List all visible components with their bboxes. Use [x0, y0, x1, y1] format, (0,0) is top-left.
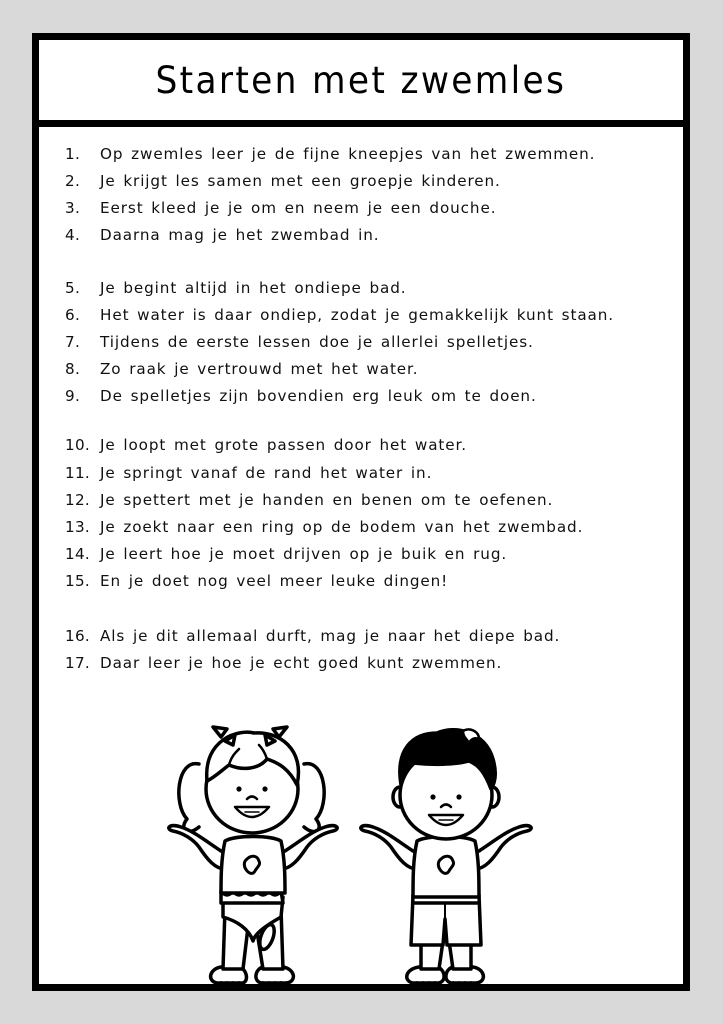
item-text: Je springt vanaf de rand het water in. — [100, 464, 433, 482]
boy-figure-icon — [351, 719, 536, 994]
item-text: Eerst kleed je je om en neem je een douche. — [100, 199, 497, 217]
item-number: 5. — [65, 279, 81, 297]
list-item — [65, 624, 560, 648]
list-item — [65, 303, 614, 327]
item-text: Je begint altijd in het ondiepe bad. — [100, 279, 407, 297]
title-bar — [39, 40, 683, 127]
item-text: Daar leer je hoe je echt goed kunt zwemmen. — [100, 654, 503, 672]
item-text: Je loopt met grote passen door het water. — [100, 436, 467, 454]
item-text: Je zoekt naar een ring op de bodem van het zwembad. — [100, 518, 584, 536]
list-item — [65, 330, 534, 354]
page-title: Starten met zwemles — [155, 58, 567, 102]
list-item — [65, 357, 419, 381]
item-number: 6. — [65, 306, 81, 324]
girl-figure-icon — [159, 719, 344, 994]
list-item — [65, 223, 379, 247]
item-text: Zo raak je vertrouwd met het water. — [100, 360, 419, 378]
item-number: 11. — [65, 464, 91, 482]
worksheet-frame — [32, 33, 690, 991]
item-number: 10. — [65, 436, 91, 454]
list-item — [65, 461, 432, 485]
list-item — [65, 196, 496, 220]
item-number: 9. — [65, 387, 81, 405]
list-item — [65, 488, 553, 512]
item-number: 8. — [65, 360, 81, 378]
item-number: 15. — [65, 572, 91, 590]
item-number: 14. — [65, 545, 91, 563]
item-number: 17. — [65, 654, 91, 672]
item-text: En je doet nog veel meer leuke dingen! — [100, 572, 449, 590]
item-text: Op zwemles leer je de fijne kneepjes van het zwemmen. — [100, 145, 596, 163]
item-text: Je krijgt les samen met een groepje kinderen. — [100, 172, 501, 190]
item-number: 1. — [65, 145, 81, 163]
item-text: Je spettert met je handen en benen om te oefenen. — [100, 491, 554, 509]
item-number: 13. — [65, 518, 91, 536]
item-text: Je leert hoe je moet drijven op je buik en rug. — [100, 545, 508, 563]
item-number: 16. — [65, 627, 91, 645]
list-item — [65, 142, 595, 166]
list-item — [65, 169, 501, 193]
list-item — [65, 515, 583, 539]
item-text: Het water is daar ondiep, zodat je gemakkelijk kunt staan. — [100, 306, 614, 324]
list-item — [65, 384, 537, 408]
item-number: 2. — [65, 172, 81, 190]
list-item — [65, 651, 502, 675]
list-item — [65, 542, 507, 566]
list-item — [65, 433, 467, 457]
list-item — [65, 569, 448, 593]
list-item — [65, 276, 406, 300]
item-text: Daarna mag je het zwembad in. — [100, 226, 380, 244]
item-number: 3. — [65, 199, 81, 217]
item-text: Tijdens de eerste lessen doe je allerlei spelletjes. — [100, 333, 534, 351]
item-number: 7. — [65, 333, 81, 351]
item-number: 12. — [65, 491, 91, 509]
item-text: Als je dit allemaal durft, mag je naar het diepe bad. — [100, 627, 561, 645]
item-text: De spelletjes zijn bovendien erg leuk om te doen. — [100, 387, 537, 405]
children-illustration — [39, 714, 683, 984]
item-number: 4. — [65, 226, 81, 244]
